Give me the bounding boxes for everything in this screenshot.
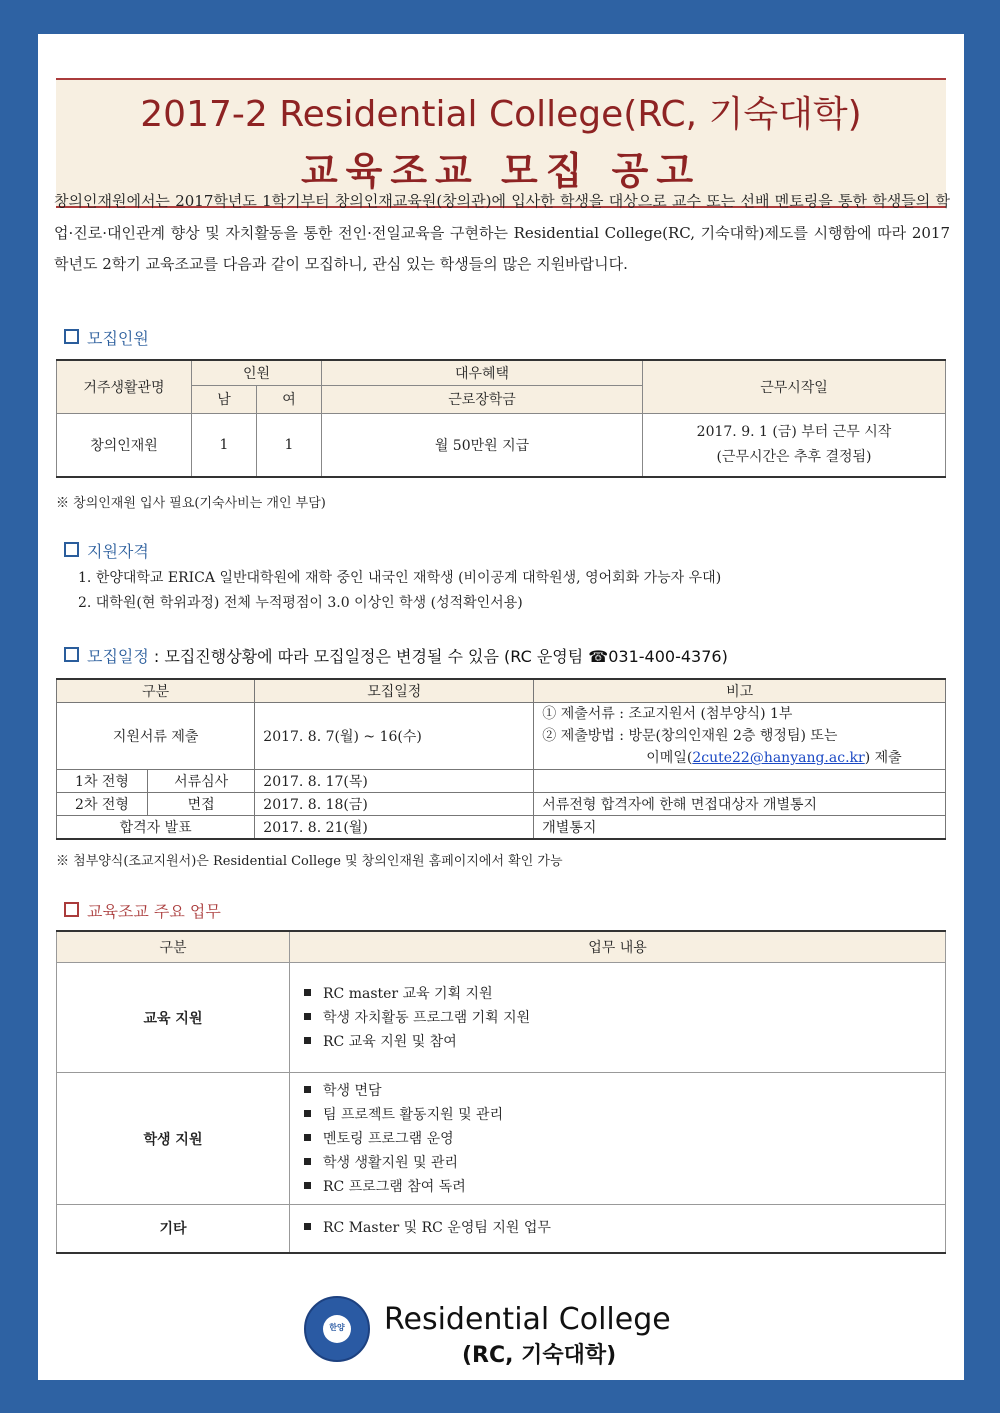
university-seal-logo: 한양 [304, 1296, 370, 1362]
cell-start: 2017. 9. 1 (금) 부터 근무 시작 (근무시간은 추후 결정됨) [643, 413, 946, 477]
checkbox-square-icon [64, 647, 79, 662]
list-item: RC 교육 지원 및 참여 [304, 1030, 945, 1054]
notice-page [38, 34, 964, 1380]
recruit-table [56, 359, 946, 478]
title-line-1: 2017-2 Residential College(RC, 기숙대학) [140, 94, 862, 135]
header-scholarship: 근로장학금 [322, 385, 643, 413]
bullet-square-icon [304, 1013, 311, 1020]
list-item: 학생 자치활동 프로그램 기획 지원 [304, 1006, 945, 1030]
qualification-list [78, 566, 721, 616]
recruit-note: ※ 창의인재원 입사 필요(기숙사비는 개인 부담) [56, 496, 326, 511]
list-item: RC 프로그램 참여 독려 [304, 1175, 945, 1199]
round1-type: 서류심사 [148, 770, 255, 793]
qualification-item: 1. 한양대학교 ERICA 일반대학원에 재학 중인 내국인 재학생 (비이공계 대학원생, 영어회화 가능자 우대) [78, 570, 722, 586]
bullet-square-icon [304, 1086, 311, 1093]
qualification-heading: 지원자격 [64, 539, 149, 562]
header-duty-content: 업무 내용 [290, 931, 946, 963]
duties-heading: 교육조교 주요 업무 [64, 899, 221, 922]
schedule-note: ※ 첨부양식(조교지원서)은 Residential College 및 창의인재원 홈페이지에서 확인 가능 [56, 854, 563, 869]
duty-content [290, 1205, 946, 1253]
cell-scholarship: 월 50만원 지급 [322, 413, 643, 477]
round2-label: 2차 전형 [57, 793, 148, 816]
list-item: RC Master 및 RC 운영팀 지원 업무 [304, 1216, 945, 1240]
qualification-item: 2. 대학원(현 학위과정) 전체 누적평점이 3.0 이상인 학생 (성적확인서용) [78, 595, 523, 611]
bullet-square-icon [304, 1037, 311, 1044]
list-item: 학생 면담 [304, 1079, 945, 1103]
result-label: 합격자 발표 [57, 816, 255, 840]
header-male: 남 [192, 385, 257, 413]
round1-remark [534, 770, 946, 793]
header-start: 근무시작일 [643, 360, 946, 413]
duty-content [290, 1073, 946, 1205]
submit-date: 2017. 8. 7(월) ~ 16(수) [255, 703, 534, 770]
header-female: 여 [257, 385, 322, 413]
duties-table [56, 930, 946, 1254]
result-remark: 개별통지 [534, 816, 946, 840]
round2-type: 면접 [148, 793, 255, 816]
round2-date: 2017. 8. 18(금) [255, 793, 534, 816]
bullet-square-icon [304, 1182, 311, 1189]
footer-brand: Residential College [384, 1302, 671, 1337]
round2-remark: 서류전형 합격자에 한해 면접대상자 개별통지 [534, 793, 946, 816]
schedule-heading: 모집일정 : 모집진행상황에 따라 모집일정은 변경될 수 있음 (RC 운영팀 ☎031-400-4376) [64, 644, 728, 667]
round1-label: 1차 전형 [57, 770, 148, 793]
cell-male: 1 [192, 413, 257, 477]
duty-category: 교육 지원 [57, 963, 290, 1073]
header-remark: 비고 [534, 679, 946, 703]
round1-date: 2017. 8. 17(목) [255, 770, 534, 793]
bullet-square-icon [304, 1134, 311, 1141]
bullet-square-icon [304, 1110, 311, 1117]
header-benefit: 대우혜택 [322, 360, 643, 385]
list-item: 학생 생활지원 및 관리 [304, 1151, 945, 1175]
bullet-square-icon [304, 1158, 311, 1165]
intro-paragraph: 창의인재원에서는 2017학년도 1학기부터 창의인재교육원(창의관)에 입사한 학생을 대상으로 교수 또는 선배 멘토링을 통한 학생들의 학업·진로·대인관계 향상 및 자치활동을 통한 전인·전일교육을 구현하는 Residential College(RC, 기숙대학)제도를 시행함에 따라 2017학년도 2학기 교육조교를 다음과 같이 모집하니, 관심 있는 학생들의 많은 지원바랍니다. [54, 192, 950, 273]
checkbox-square-icon [64, 329, 79, 344]
header-duty-category: 구분 [57, 931, 290, 963]
cell-female: 1 [257, 413, 322, 477]
list-item: RC master 교육 기획 지원 [304, 982, 945, 1006]
checkbox-square-icon [64, 542, 79, 557]
header-count: 인원 [192, 360, 322, 385]
schedule-table [56, 678, 946, 840]
cell-hall: 창의인재원 [57, 413, 192, 477]
title-line-2: 교육조교 모집 공고 [300, 149, 702, 193]
header-date: 모집일정 [255, 679, 534, 703]
list-item: 멘토링 프로그램 운영 [304, 1127, 945, 1151]
result-date: 2017. 8. 21(월) [255, 816, 534, 840]
checkbox-square-icon [64, 902, 79, 917]
header-hall: 거주생활관명 [57, 360, 192, 413]
list-item: 팀 프로젝트 활동지원 및 관리 [304, 1103, 945, 1127]
duty-content [290, 963, 946, 1073]
bullet-square-icon [304, 1223, 311, 1230]
duty-category: 기타 [57, 1205, 290, 1253]
bullet-square-icon [304, 989, 311, 996]
header-category: 구분 [57, 679, 255, 703]
footer-subtitle: (RC, 기숙대학) [462, 1343, 617, 1368]
email-link[interactable]: 2cute22@hanyang.ac.kr [692, 750, 865, 766]
submit-label: 지원서류 제출 [57, 703, 255, 770]
recruit-heading: 모집인원 [64, 326, 149, 349]
submit-remark: ① 제출서류 : 조교지원서 (첨부양식) 1부 ② 제출방법 : 방문(창의인재원 2층 행정팀) 또는 이메일(2cute22@hanyang.ac.kr) 제출 [534, 703, 946, 770]
duty-category: 학생 지원 [57, 1073, 290, 1205]
